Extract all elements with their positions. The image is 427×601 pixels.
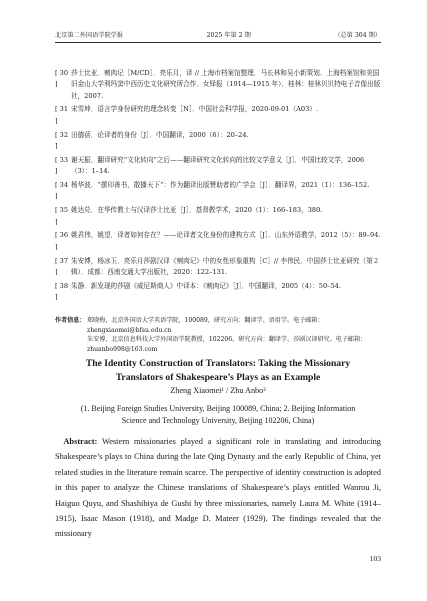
reference-text: 宋雪坤．语言学身份研究的理念转变［N］．中国社会科学报，2020-09-01（A03）. <box>71 105 318 114</box>
reference-number: [ 31 ] <box>55 105 69 125</box>
reference-text: 莎士比亚．剜肉记［M/CD］．亮乐月，译 // 上海市档案馆整理．马长林和吴小新策划．上海档案馆和美国旧金山大学利玛窦中西历史文化研究所合作．女铎报（1914—1915 年）．桂林：桂林贝贝特电子音像出版社，2007. <box>71 69 381 100</box>
reference-item <box>55 155 381 178</box>
reference-text: 朱安博，杨冰玉．亮乐月莎剧汉译《剜肉记》中的女性形象重构［C］// 李伟民．中国莎士比亚研究（第２辑）．成都：西南交通大学出版社，2020：122–131. <box>71 256 380 276</box>
page-header <box>55 28 381 40</box>
reference-number: [ 36 ] <box>55 231 69 251</box>
header-rule <box>55 42 381 43</box>
reference-item <box>55 281 381 304</box>
reference-text: 谢天振．翻译研究“文化转向”之后——翻译研究文化转向的比较文学意义［J］．中国比较文学，2006（3）：1–14. <box>71 155 365 176</box>
reference-item <box>55 130 381 153</box>
reference-text: 杨华波．“摆印善书，散播天下”：作为翻译出版赞助者的广学会［J］．翻译界，2021（1）：136–152. <box>71 181 370 190</box>
reference-number: [ 33 ] <box>55 155 69 176</box>
reference-number: [ 30 ] <box>55 69 69 89</box>
english-affiliation-line-1: (1. Beijing Foreign Studies University, Beijing 100089, China; 2. Beijing Information <box>80 404 356 413</box>
reference-number: [ 32 ] <box>55 130 69 150</box>
reference-item <box>55 205 381 228</box>
abstract-text: Western missionaries played a significant role in translating and introducing Shakespeare’s plays to China during the late Qing Dynasty and the early Republic of China, yet related studies in the literature remain scarce. The perspective of identity construction is adopted in this paper to analyze the Chinese translations of Shakespeare’s plays entitled Wanrou Ji, Haiguo Quyu, and Shashibiya de Gushi by three missionaries, namely Laura M. White (1914–1915), Isaac Mason (1918), and Madge D. Mateer (1929). The findings revealed that the missionary <box>55 437 381 539</box>
english-title-line-2: Translators of Shakespeare’s Plays as an Example <box>115 371 321 383</box>
reference-item <box>55 180 381 203</box>
reference-item <box>55 230 381 253</box>
english-authors: Zheng Xiaomei¹ / Zhu Anbo² <box>170 386 266 395</box>
reference-text: 朱静．新发现的莎剧《威尼斯商人》中译本：《剜肉记》［J］．中国翻译，2005（4）：50–54. <box>71 281 341 290</box>
english-title <box>55 357 381 384</box>
journal-name: 北京第二外国语学院学报 <box>55 31 124 39</box>
reference-item <box>55 68 381 102</box>
reference-text: 田德蓓．论译者的身份［J］．中国翻译，2000（6）：20–24. <box>71 130 249 139</box>
reference-list <box>55 68 381 306</box>
reference-item <box>55 104 381 127</box>
english-affiliation-line-2: Science and Technology University, Beijing 102206, China) <box>121 416 315 425</box>
reference-number: [ 34 ] <box>55 181 69 201</box>
reference-number: [ 37 ] <box>55 256 69 276</box>
author-info-line-2: 朱安博，北京信息科技大学外国语学院教授，102206，研究方向：翻译学、莎剧汉译研究。电子邮箱：zhuanbo998@163.com <box>87 336 367 353</box>
reference-item <box>55 256 381 279</box>
issue-label: 2025 年第 2 期 <box>206 31 251 39</box>
abstract <box>55 434 381 542</box>
total-issue-label: （总第 304 期） <box>334 31 381 39</box>
abstract-label: Abstract: <box>63 437 98 446</box>
reference-text: 姚达兑．在华传教士与汉译莎士比亚［J］．基督教学术，2020（1）：166–183，380. <box>71 206 323 215</box>
page-number: 103 <box>369 554 381 563</box>
author-info-line-1: 郑晓梅，北京外国语大学英语学院，100089，研究方向：翻译学、语用学。电子邮箱：zhengxiaomei@bfsu.edu.cn <box>87 317 324 334</box>
english-affiliations <box>55 403 381 427</box>
author-info-label: 作者信息： <box>55 317 86 324</box>
reference-number: [ 35 ] <box>55 206 69 226</box>
reference-text: 姚君伟，姚望．译者如何存在？——论译者文化身份的建构方式［J］．山东外语教学，2012（5）：89–94. <box>71 231 381 240</box>
english-title-line-1: The Identity Construction of Translators: Taking the Missionary <box>85 358 351 369</box>
reference-number: [ 38 ] <box>55 281 69 302</box>
author-info <box>55 316 381 354</box>
